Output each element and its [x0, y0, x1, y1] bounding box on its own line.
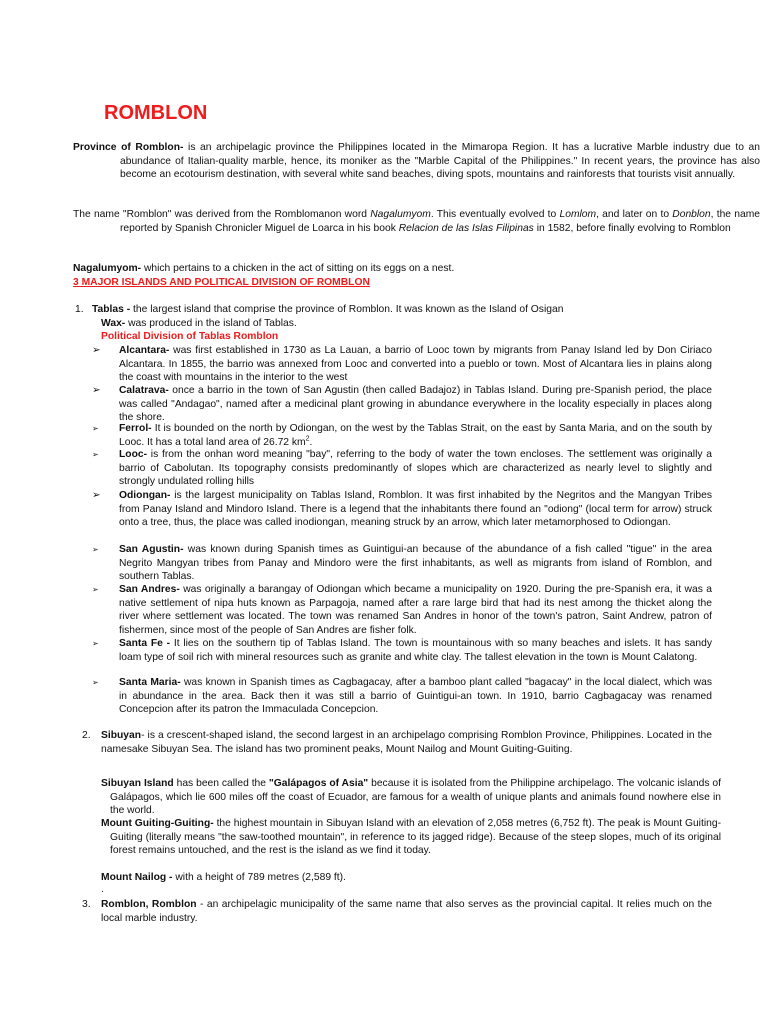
- municipality-name: Santa Maria-: [119, 677, 181, 688]
- division-heading: Political Division of Tablas Romblon: [101, 331, 279, 342]
- list-number-3: 3.: [82, 899, 91, 910]
- guiting-label: Mount Guiting-Guiting-: [101, 818, 214, 829]
- sibuyan-label: Sibuyan: [101, 730, 142, 741]
- name-origin-text-1: The name "Romblon" was derived from the Romblomanon word: [73, 209, 371, 220]
- arrow-bullet-icon: ➢: [92, 585, 99, 594]
- list-item-san-andres: [92, 583, 712, 637]
- intro-label: Province of Romblon-: [73, 142, 184, 153]
- sibuyan-text: - is a crescent-shaped island, the second largest in an archipelago comprising Romblon Province, Philippines. Located in the namesake Sibuyan Sea. The island has two prominent peaks, Mount Nailog and Mount Guiting-Guiting.: [101, 730, 712, 755]
- tablas-text: the largest island that comprise the province of Romblon. It was known as the Island of Osigan: [130, 304, 564, 315]
- guiting-text: the highest mountain in Sibuyan Island with an elevation of 2,058 metres (6,752 ft). The peak is Mount Guiting-Guiting (literally means "the saw-toothed mountain", in reference to its jagged ridge). Because of the steep slopes, much of its original forest remains untouched, and the rest is the island as we find it today.: [110, 818, 721, 856]
- arrow-bullet-icon: ➢: [92, 545, 99, 554]
- tablas-label: Tablas -: [92, 304, 131, 315]
- list-item-odiongan: [92, 489, 712, 530]
- romblon-text: - an archipelagic municipality of the same name that also serves as the provincial capital. It relies much on the local marble industry.: [101, 899, 713, 924]
- nailog-text: with a height of 789 metres (2,589 ft).: [172, 872, 346, 883]
- sibuyan-island-label: Sibuyan Island: [101, 778, 174, 789]
- list-item-santa-maria: [92, 676, 712, 717]
- list-item-santa-fe: [92, 637, 712, 664]
- list-item-looc: [92, 448, 712, 489]
- name-origin-paragraph: [73, 208, 760, 235]
- wax-paragraph: [101, 317, 701, 331]
- tablas-paragraph: [92, 303, 712, 317]
- name-origin-word-3: Donblon: [672, 209, 711, 220]
- municipality-name: Santa Fe -: [119, 638, 171, 649]
- arrow-bullet-icon: ➢: [92, 639, 99, 648]
- municipality-text: was originally a barangay of Odiongan which became a municipality on 1920. During the pre-Spanish era, it was a native settlement of nipa huts known as Parpagoja, named after a rare large bird that had its nest among the thicket along the river where settlement was located. The town was renamed San Andres in honor of the town's patron, Saint Andrew, patron of fishermen, since most of the people of San Andres are fisher folk.: [119, 584, 712, 636]
- municipality-text: It lies on the southern tip of Tablas Island. The town is mountainous with so many beaches and islets. It has sandy loam type of soil rich with mineral resources such as granite and white clay. The tallest elevation in the town is Mount Calatong.: [119, 638, 712, 663]
- municipality-text-tail: .: [309, 436, 313, 448]
- municipality-text: was known during Spanish times as Guintigui-an because of the abundance of a fish called "tigue" in the area Negrito Mangyan tribes from Panay and Mindoro were the first inhabitants, as well as migrants from island of Romblon, and southern Tablas.: [119, 544, 712, 582]
- list-item-san-agustin: [92, 543, 712, 584]
- municipality-name: Ferrol-: [119, 423, 152, 434]
- nagalumyom-label: Nagalumyom-: [73, 263, 142, 274]
- section-heading: 3 MAJOR ISLANDS AND POLITICAL DIVISION OF ROMBLON: [73, 277, 370, 288]
- list-item-alcantara: [92, 344, 712, 385]
- list-item-calatrava: [92, 384, 712, 425]
- municipality-text: was first established in 1730 as La Lauan, a barrio of Looc town by migrants from Panay Island led by Don Ciriaco Alcantara. In 1855, the barrio was annexed from Looc and converted into a pueblo or town. Most of Alcantara lies in plains along the coast with mountains in the interior to the west: [119, 345, 712, 383]
- list-item-ferrol: [92, 422, 712, 449]
- municipality-text: is the largest municipality on Tablas Island, Romblon. It was first inhabited by the Negritos and the Mangyan Tribes from Panay Island and Mindoro Island. There is a legend that the inhabitants there found an "odiong" (local term for arrow) struck onto a tree, thus, the place was called inodiongan, meaning struck by an arrow, which later metamorphosed to Odiongan.: [119, 490, 712, 528]
- municipality-name: Alcantara-: [119, 345, 170, 356]
- name-origin-text-5: in 1582, before finally evolving to Romblon: [533, 222, 731, 234]
- municipality-text: is from the onhan word meaning "bay", referring to the body of water the town encloses. The settlement was originally a barrio of Cabolutan. Its topography consists predominantly of slopes which are characterized as nearly level to slightly and strongly undulated rolling hills: [119, 449, 712, 487]
- romblon-label: Romblon, Romblon: [101, 899, 197, 910]
- municipality-name: San Agustin-: [119, 544, 184, 555]
- superscript: 2: [305, 435, 310, 443]
- municipality-name: Looc-: [119, 449, 148, 460]
- nagalumyom-paragraph: [73, 262, 713, 276]
- sibuyan-island-mid: has been called the: [173, 778, 269, 789]
- arrow-bullet-icon: ➢: [92, 385, 101, 396]
- municipality-text: once a barrio in the town of San Agustin (then called Badajoz) in Tablas Island. During pre-Spanish period, the place was called "Andagao", named after a medicinal plant growing in abundance everywhere in the locality especially in places along the shore.: [119, 385, 712, 423]
- sibuyan-paragraph: [101, 729, 712, 756]
- list-number-1: 1.: [75, 304, 84, 315]
- municipality-text: was known in Spanish times as Cagbagacay, after a bamboo plant called "bagacay" in the local dialect, which was in abundance in the area. Back then it was still a barrio of Guintigui-an town. In 1910, barrio Cagbagacay was renamed Concepcion after its patron the Immaculada Concepcion.: [119, 677, 712, 715]
- sibuyan-island-text: because it is isolated from the Philippine archipelago. The volcanic islands of Galápagos, which lie 600 miles off the coast of Ecuador, are famous for a wealth of unique plants and animals found nowhere else in the world.: [110, 778, 721, 816]
- arrow-bullet-icon: ➢: [92, 424, 99, 433]
- wax-label: Wax-: [101, 318, 126, 329]
- nailog-paragraph: [101, 871, 712, 885]
- name-origin-word-1: Nagalumyom: [370, 209, 431, 220]
- name-origin-text-4: , the name reported by Spanish Chronicler Miguel de Loarca in his book: [120, 209, 760, 234]
- name-origin-word-2: Lomlom: [559, 209, 597, 220]
- municipality-name: San Andres-: [119, 584, 180, 595]
- sibuyan-island-quote: "Galápagos of Asia": [268, 778, 369, 789]
- municipality-name: Odiongan-: [119, 490, 171, 501]
- arrow-bullet-icon: ➢: [92, 450, 99, 459]
- sibuyan-island-paragraph: [101, 777, 721, 818]
- intro-paragraph: [73, 141, 760, 182]
- name-origin-text-3: , and later on to: [596, 209, 673, 220]
- arrow-bullet-icon: ➢: [92, 490, 101, 501]
- name-origin-word-4: Relacion de las Islas Filipinas: [398, 222, 534, 234]
- list-number-2: 2.: [82, 730, 91, 741]
- wax-text: was produced in the island of Tablas.: [125, 318, 297, 329]
- arrow-bullet-icon: ➢: [92, 345, 101, 356]
- intro-text: is an archipelagic province the Philippines located in the Mimaropa Region. It has a lucrative Marble industry due to an abundance of Italian-quality marble, hence, its moniker as the "Marble Capital of the Philippines." In recent years, the province has also become an ecotourism destination, with several white sand beaches, diving spots, mountains and rainforests that tourists visit annually.: [120, 142, 760, 180]
- municipality-name: Calatrava-: [119, 385, 169, 396]
- nailog-label: Mount Nailog -: [101, 872, 173, 883]
- romblon-paragraph: [101, 898, 712, 925]
- page-title: ROMBLON: [104, 102, 208, 124]
- guiting-paragraph: [101, 817, 721, 858]
- municipality-text: It is bounded on the north by Odiongan, on the west by the Tablas Strait, on the east by Santa Maria, and on the south by Looc. It has a total land area of 26.72 km: [119, 423, 712, 448]
- nagalumyom-text: which pertains to a chicken in the act of sitting on its eggs on a nest.: [141, 263, 455, 274]
- arrow-bullet-icon: ➢: [92, 678, 99, 687]
- stray-dot: .: [101, 884, 104, 895]
- name-origin-text-2: . This eventually evolved to: [430, 209, 560, 220]
